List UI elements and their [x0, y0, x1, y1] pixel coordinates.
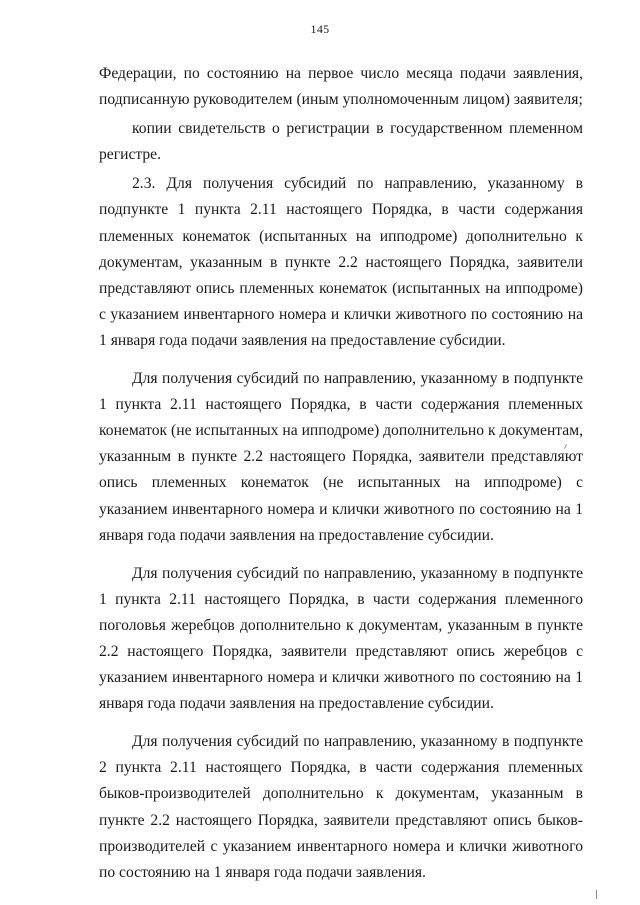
paragraph-registry-copies: копии свидетельств о регистрации в государственном племенном регистре.: [99, 120, 583, 164]
paragraph-untested-mares: Для получения субсидий по направлению, указанному в подпункте 1 пункта 2.11 настоящего Порядка, в части содержания племенных конематок (не испытанных на ипподроме) дополнительно к документам, указанным в пункте 2.2 настоящего Порядка, заявители представляют опись племенных конематок (не испытанных на ипподроме) с указанием инвентарного номера и клички животного по состоянию на 1 января года подачи заявления на предоставление субсидии.: [99, 370, 583, 544]
paragraph-2-3-tested-mares: 2.3. Для получения субсидий по направлению, указанному в подпункте 1 пункта 2.11 настоящего Порядка, в части содержания племенных конематок (испытанных на ипподроме) дополнительно к документам, указанным в пункте 2.2 настоящего Порядка, заявители представляют опись племенных конематок (испытанных на ипподроме) с указанием инвентарного номера и клички животного по состоянию на 1 января года подачи заявления на предоставление субсидии.: [99, 175, 583, 349]
scan-margin-tick: [596, 890, 597, 899]
page-number: 145: [310, 22, 330, 36]
paragraph-continuation: Федерации, по состоянию на первое число месяца подачи заявления, подписанную руководителем (иным уполномоченным лицом) заявителя;: [99, 65, 583, 109]
paragraph-stallions: Для получения субсидий по направлению, указанному в подпункте 1 пункта 2.11 настоящего Порядка, в части содержания племенного поголовья жеребцов дополнительно к документам, указанным в пункте 2.2 настоящего Порядка, заявители представляют опись жеребцов с указанием инвентарного номера и клички животного по состоянию на 1 января года подачи заявления на предоставление субсидии.: [99, 564, 583, 713]
paragraph-bulls: Для получения субсидий по направлению, указанному в подпункте 2 пункта 2.11 настоящего Порядка, в части содержания племенных быков-производителей дополнительно к документам, указанным в пункте 2.2 настоящего Порядка, заявители представляют опись быков-производителей с указанием инвентарного номера и клички животного по состоянию на 1 января года подачи заявления.: [99, 733, 583, 881]
document-body: [99, 61, 583, 886]
